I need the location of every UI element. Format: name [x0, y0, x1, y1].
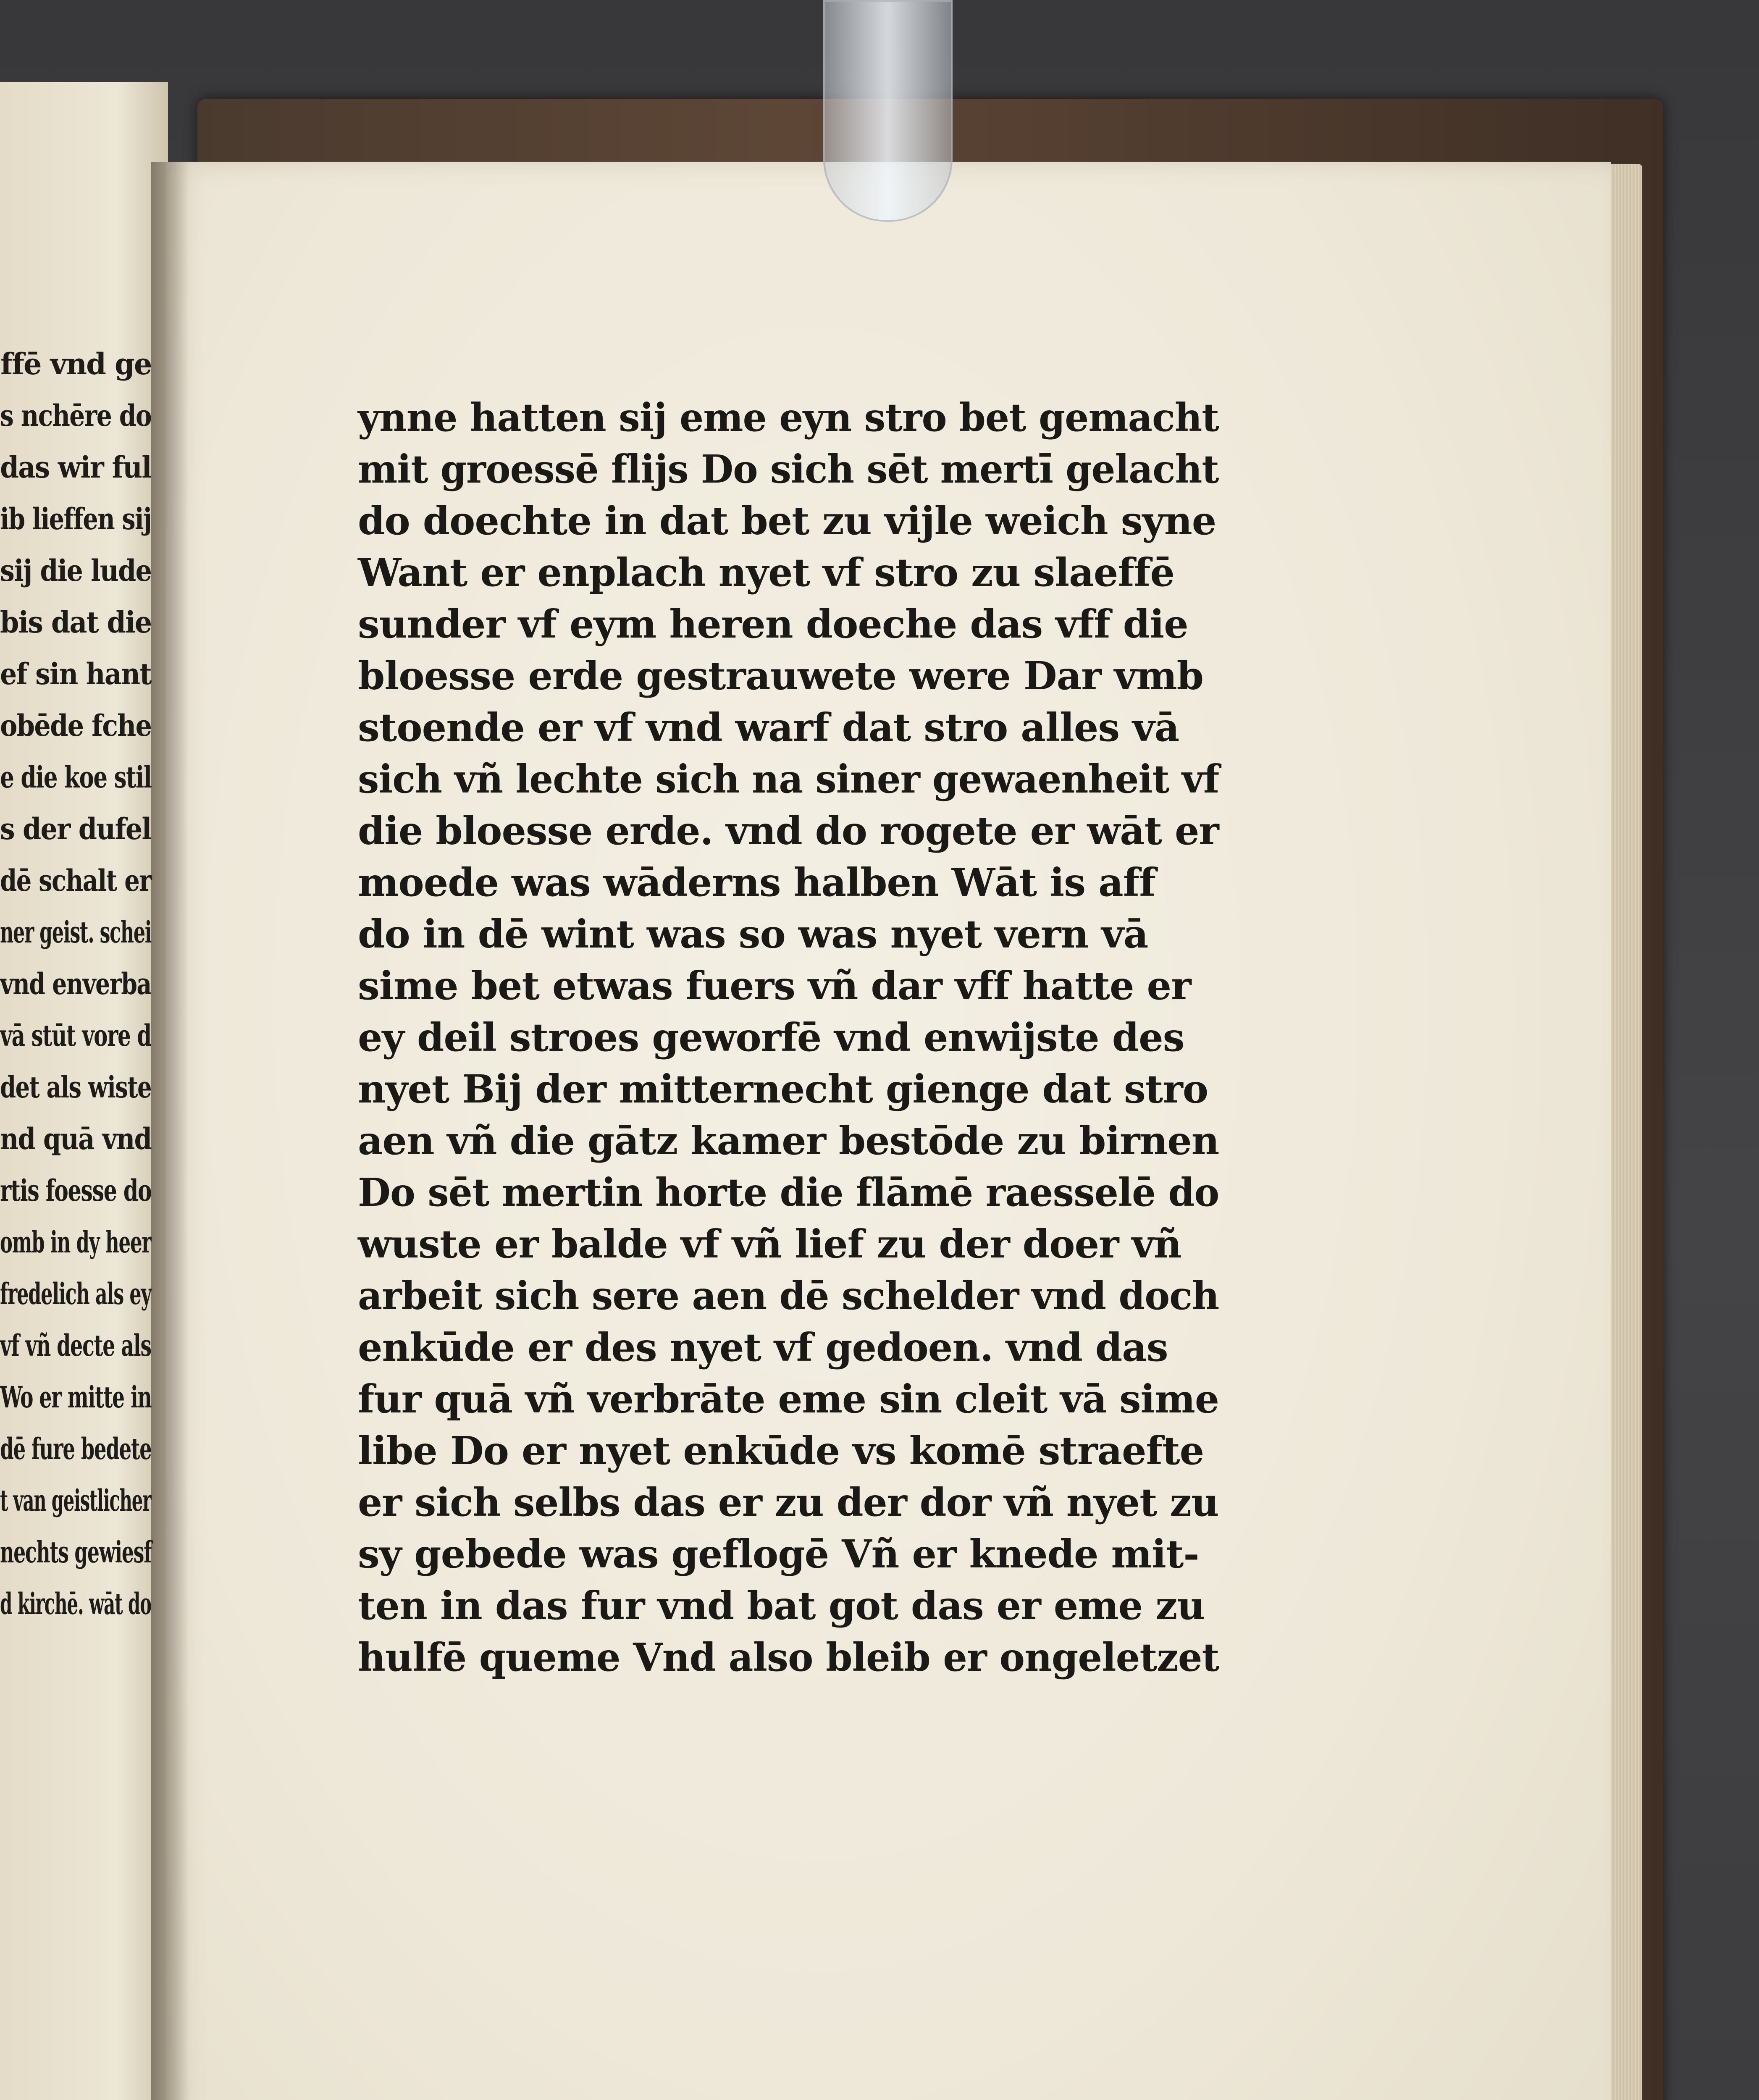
left-text-line: dē schalt er — [0, 863, 151, 898]
left-text-line: vā stūt vore d — [0, 1018, 151, 1053]
left-text-line: t van geistlicher — [0, 1483, 151, 1518]
text-line: sime bet etwas fuers vñ dar vff hatte er — [358, 963, 1191, 1008]
text-line: aen vñ die gātz kamer bestōde zu birnen — [358, 1118, 1219, 1163]
left-text-line: ffē vnd ge — [0, 346, 151, 381]
left-text-line: ner geist. schei — [0, 915, 151, 950]
text-line: wuste er balde vf vñ lief zu der doer vñ — [358, 1221, 1181, 1267]
text-line: sy gebede was geflogē Vñ er knede mit- — [358, 1531, 1199, 1577]
text-line: die bloesse erde. vnd do rogete er wāt er — [358, 808, 1219, 853]
text-line: sich vñ lechte sich na siner gewaenheit vf — [358, 756, 1219, 802]
left-text-line: det als wiste — [0, 1070, 151, 1105]
left-page — [0, 82, 168, 2100]
text-line: libe Do er nyet enkūde vs komē straefte — [358, 1428, 1204, 1473]
left-text-line: d kirchē. wāt do — [0, 1586, 151, 1621]
text-line: stoende er vf vnd warf dat stro alles vā — [358, 705, 1179, 750]
left-text-line: rtis foesse do — [0, 1173, 151, 1208]
left-text-line: nechts gewiesf — [0, 1535, 151, 1570]
gutter-shadow — [151, 162, 189, 2100]
text-line: sunder vf eym heren doeche das vff die — [358, 601, 1188, 647]
text-line: Want er enplach nyet vf stro zu slaeffē — [358, 550, 1174, 595]
text-line: arbeit sich sere aen dē schelder vnd doch — [358, 1273, 1219, 1318]
left-text-line: vnd enverba — [0, 966, 151, 1001]
left-text-line: obēde fche — [0, 708, 151, 743]
text-line: do in dē wint was so was nyet vern vā — [358, 911, 1148, 957]
left-text-line: omb in dy heer — [0, 1225, 151, 1260]
left-text-line: bis dat die — [0, 605, 151, 640]
left-text-line: s nchēre do — [0, 398, 151, 433]
left-text-line: fredelich als ey — [0, 1276, 151, 1311]
text-line: er sich selbs das er zu der dor vñ nyet zu — [358, 1480, 1219, 1525]
text-line: ey deil stroes geworfē vnd enwijste des — [358, 1015, 1184, 1060]
text-line: moede was wāderns halben Wāt is aff — [358, 860, 1155, 905]
text-line: enkūde er des nyet vf gedoen. vnd das — [358, 1325, 1168, 1370]
text-line: hulfē queme Vnd also bleib er ongeletzet — [358, 1635, 1219, 1680]
text-line: fur quā vñ verbrāte eme sin cleit vā sime — [358, 1376, 1219, 1422]
text-line: ynne hatten sij eme eyn stro bet gemacht — [358, 395, 1219, 440]
left-text-line: dē fure bedete — [0, 1431, 151, 1466]
text-line: nyet Bij der mitternecht gienge dat stro — [358, 1066, 1208, 1112]
left-text-line: nd quā vnd — [0, 1121, 151, 1156]
left-text-line: ib lieffen sij — [0, 501, 151, 536]
left-text-line: vf vñ decte als — [0, 1328, 151, 1363]
left-text-line: ef sin hant — [0, 656, 151, 691]
text-line: do doechte in dat bet zu vijle weich syne — [358, 498, 1216, 543]
left-text-line: sij die lude — [0, 553, 151, 588]
top-page-clip — [823, 0, 953, 222]
text-line: Do sēt mertin horte die flāmē raesselē do — [358, 1170, 1219, 1215]
left-text-line: Wo er mitte in — [0, 1380, 151, 1415]
left-text-line: das wir ful — [0, 450, 151, 485]
text-line: ten in das fur vnd bat got das er eme zu — [358, 1583, 1205, 1628]
left-text-line: s der dufel — [0, 811, 151, 846]
left-text-line: e die koe stil — [0, 760, 151, 795]
text-line: bloesse erde gestrauwete were Dar vmb — [358, 653, 1203, 698]
text-line: mit groessē flijs Do sich sēt mertī gelacht — [358, 446, 1219, 492]
